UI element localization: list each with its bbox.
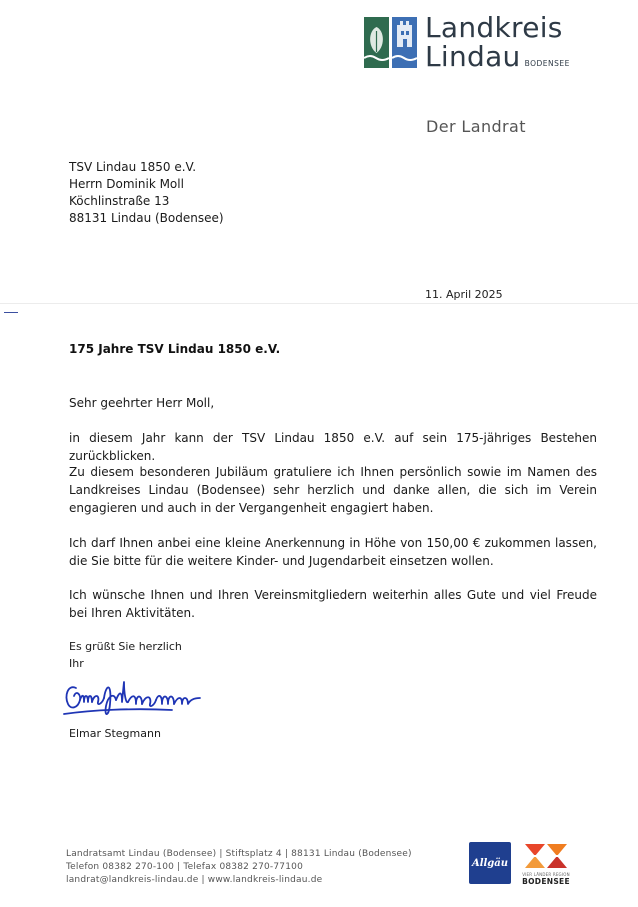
address-line: 88131 Lindau (Bodensee) [69,211,224,225]
logo-wordmark [425,11,570,73]
letter-subject: 175 Jahre TSV Lindau 1850 e.V. [69,342,281,356]
paragraph-4: Ich wünsche Ihnen und Ihren Vereinsmitgliedern weiterhin alles Gute und viel Freude bei Ihren Aktivitäten. [69,588,597,620]
closing [69,638,182,672]
paragraph-3: Ich darf Ihnen anbei eine kleine Anerkennung in Höhe von 150,00 € zukommen lassen, die Sie bitte für die weitere Kinder- und Jugendarbeit einsetzen wollen. [69,536,597,568]
office-title: Der Landrat [426,117,526,136]
address-line: Köchlinstraße 13 [69,194,170,208]
logo-lindau-text: Lindau [425,40,521,73]
paragraph-2: Zu diesem besonderen Jubiläum gratuliere ich Ihnen persönlich sowie im Namen des Landkreises Lindau (Bodensee) sehr herzlich und danke allen, die sich im Verein engagieren und auch in der Vergangenheit engagiert haben. [69,465,597,515]
footer-phone: Telefon 08382 270-100 | Telefax 08382 270-77100 [66,862,303,872]
closing-greeting: Es grüßt Sie herzlich [69,640,182,653]
fold-line [0,303,638,304]
landkreis-lindau-logo-icon [364,17,417,68]
logo-line-landkreis: Landkreis [425,11,563,44]
recipient-address [69,159,224,227]
bodensee-logo-subtitle: VIER LÄNDER REGION [522,872,570,877]
logo-line-lindau [425,40,570,73]
bodensee-logo-title: BODENSEE [522,877,570,886]
signer-name: Elmar Stegmann [69,727,161,740]
fold-mark [4,312,18,313]
footer-contact [66,848,412,887]
address-line: TSV Lindau 1850 e.V. [69,160,197,174]
logo-bodensee-suffix: BODENSEE [524,59,570,68]
allgaeu-logo: Allgäu [469,842,511,884]
letter-date: 11. April 2025 [425,288,503,301]
handwritten-signature [62,674,210,724]
footer-web: landrat@landkreis-lindau.de | www.landkreis-lindau.de [66,875,323,885]
footer-address: Landratsamt Lindau (Bodensee) | Stiftsplatz 4 | 88131 Lindau (Bodensee) [66,849,412,859]
salutation: Sehr geehrter Herr Moll, [69,396,215,410]
address-line: Herrn Dominik Moll [69,177,184,191]
closing-ihr: Ihr [69,657,84,670]
paragraph-1: in diesem Jahr kann der TSV Lindau 1850 e.V. auf sein 175-jähriges Bestehen zurückblicken. [69,431,597,463]
